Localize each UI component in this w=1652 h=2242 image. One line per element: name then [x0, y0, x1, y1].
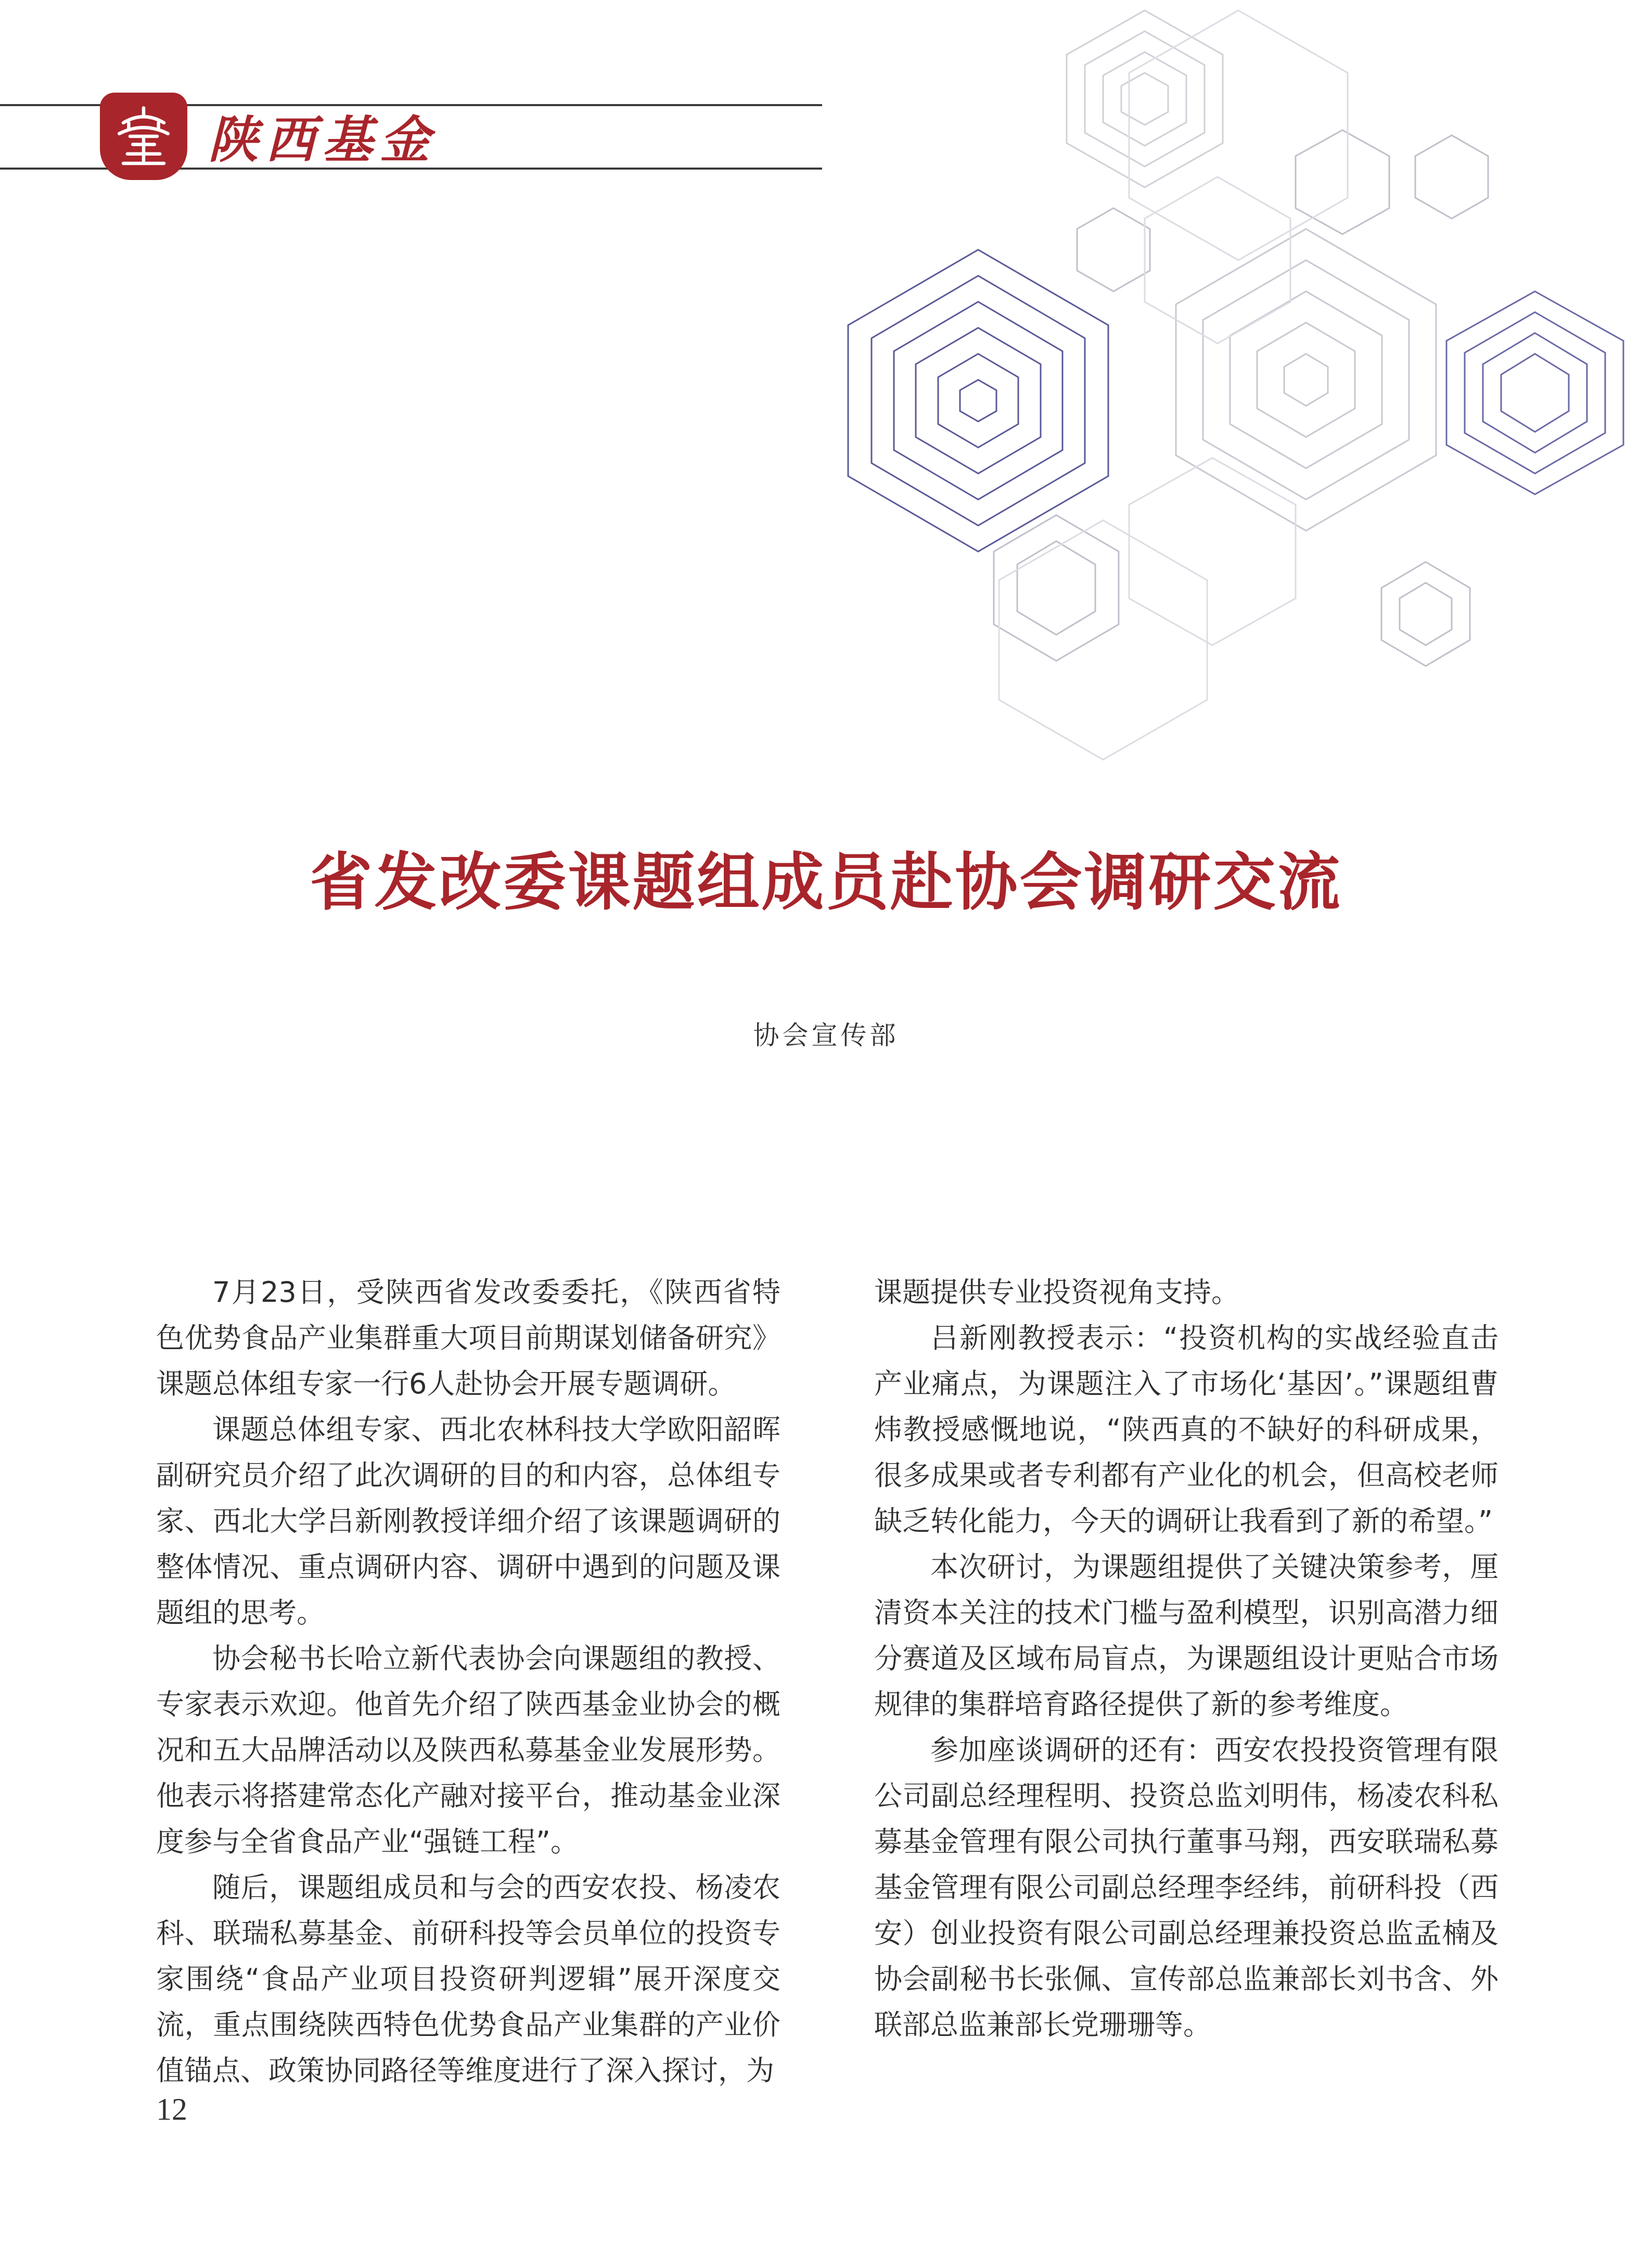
paragraph: 7月23日，受陕西省发改委委托，《陕西省特色优势食品产业集群重大项目前期谋划储备研究》课题总体组专家一行6人赴协会开展专题调研。 [156, 1276, 780, 1400]
article-author: 协会宣传部 [753, 1020, 899, 1050]
hex-cluster-center [1176, 229, 1436, 531]
hex-cluster-left [848, 250, 1108, 552]
paragraph: 协会秘书长哈立新代表协会向课题组的教授、专家表示欢迎。他首先介绍了陕西基金业协会的概况和五大品牌活动以及陕西私募基金业发展形势。他表示将搭建常态化产融对接平台，推动基金业深度参与全省食品产业“强链工程”。 [156, 1642, 780, 1858]
paragraph: 课题总体组专家、西北农林科技大学欧阳韶晖副研究员介绍了此次调研的目的和内容，总体组专家、西北大学吕新刚教授详细介绍了该课题调研的整体情况、重点调研内容、调研中遇到的问题及课题组的思考。 [156, 1413, 780, 1629]
paragraph: 参加座谈调研的还有：西安农投投资管理有限公司副总经理程明、投资总监刘明伟，杨凌农科私募基金管理有限公司执行董事马翔，西安联瑞私募基金管理有限公司副总经理李经纬，前研科投（西安）创业投资有限公司副总经理兼投资总监孟楠及协会副秘书长张佩、宣传部总监兼部长刘书含、外联部总监兼部长党珊珊等。 [874, 1734, 1499, 2041]
right-column [874, 1270, 1499, 2048]
paragraph-continuation: 课题提供专业投资视角支持。 [874, 1276, 1239, 1309]
paragraph: 随后，课题组成员和与会的西安农投、杨凌农科、联瑞私募基金、前研科投等会员单位的投资专家围绕“食品产业项目投资研判逻辑”展开深度交流，重点围绕陕西特色优势食品产业集群的产业价值锚点、政策协同路径等维度进行了深入探讨，为 [156, 1871, 780, 2087]
hex-faint-shapes [999, 10, 1348, 760]
pagoda-seal-icon [100, 93, 187, 180]
hexagon-decoration [812, 0, 1652, 812]
article-title: 省发改委课题组成员赴协会调研交流 [310, 845, 1342, 919]
magazine-title: 陕西基金 [208, 110, 437, 169]
hex-cluster-top [1067, 10, 1223, 187]
hex-small-shapes [994, 130, 1488, 666]
paragraph: 本次研讨，为课题组提供了关键决策参考，厘清资本关注的技术门槛与盈利模型，识别高潜力细分赛道及区域布局盲点，为课题组设计更贴合市场规律的集群培育路径提供了新的参考维度。 [874, 1551, 1499, 1721]
logo-graphic [110, 103, 177, 170]
hex-cluster-right [1446, 291, 1623, 494]
paragraph: 吕新刚教授表示：“投资机构的实战经验直击产业痛点，为课题注入了市场化‘基因’。”课题组曹炜教授感慨地说，“陕西真的不缺好的科研成果，很多成果或者专利都有产业化的机会，但高校老师缺乏转化能力，今天的调研让我看到了新的希望。” [874, 1322, 1499, 1538]
page-number: 12 [156, 2092, 187, 2126]
left-column [156, 1270, 780, 2094]
